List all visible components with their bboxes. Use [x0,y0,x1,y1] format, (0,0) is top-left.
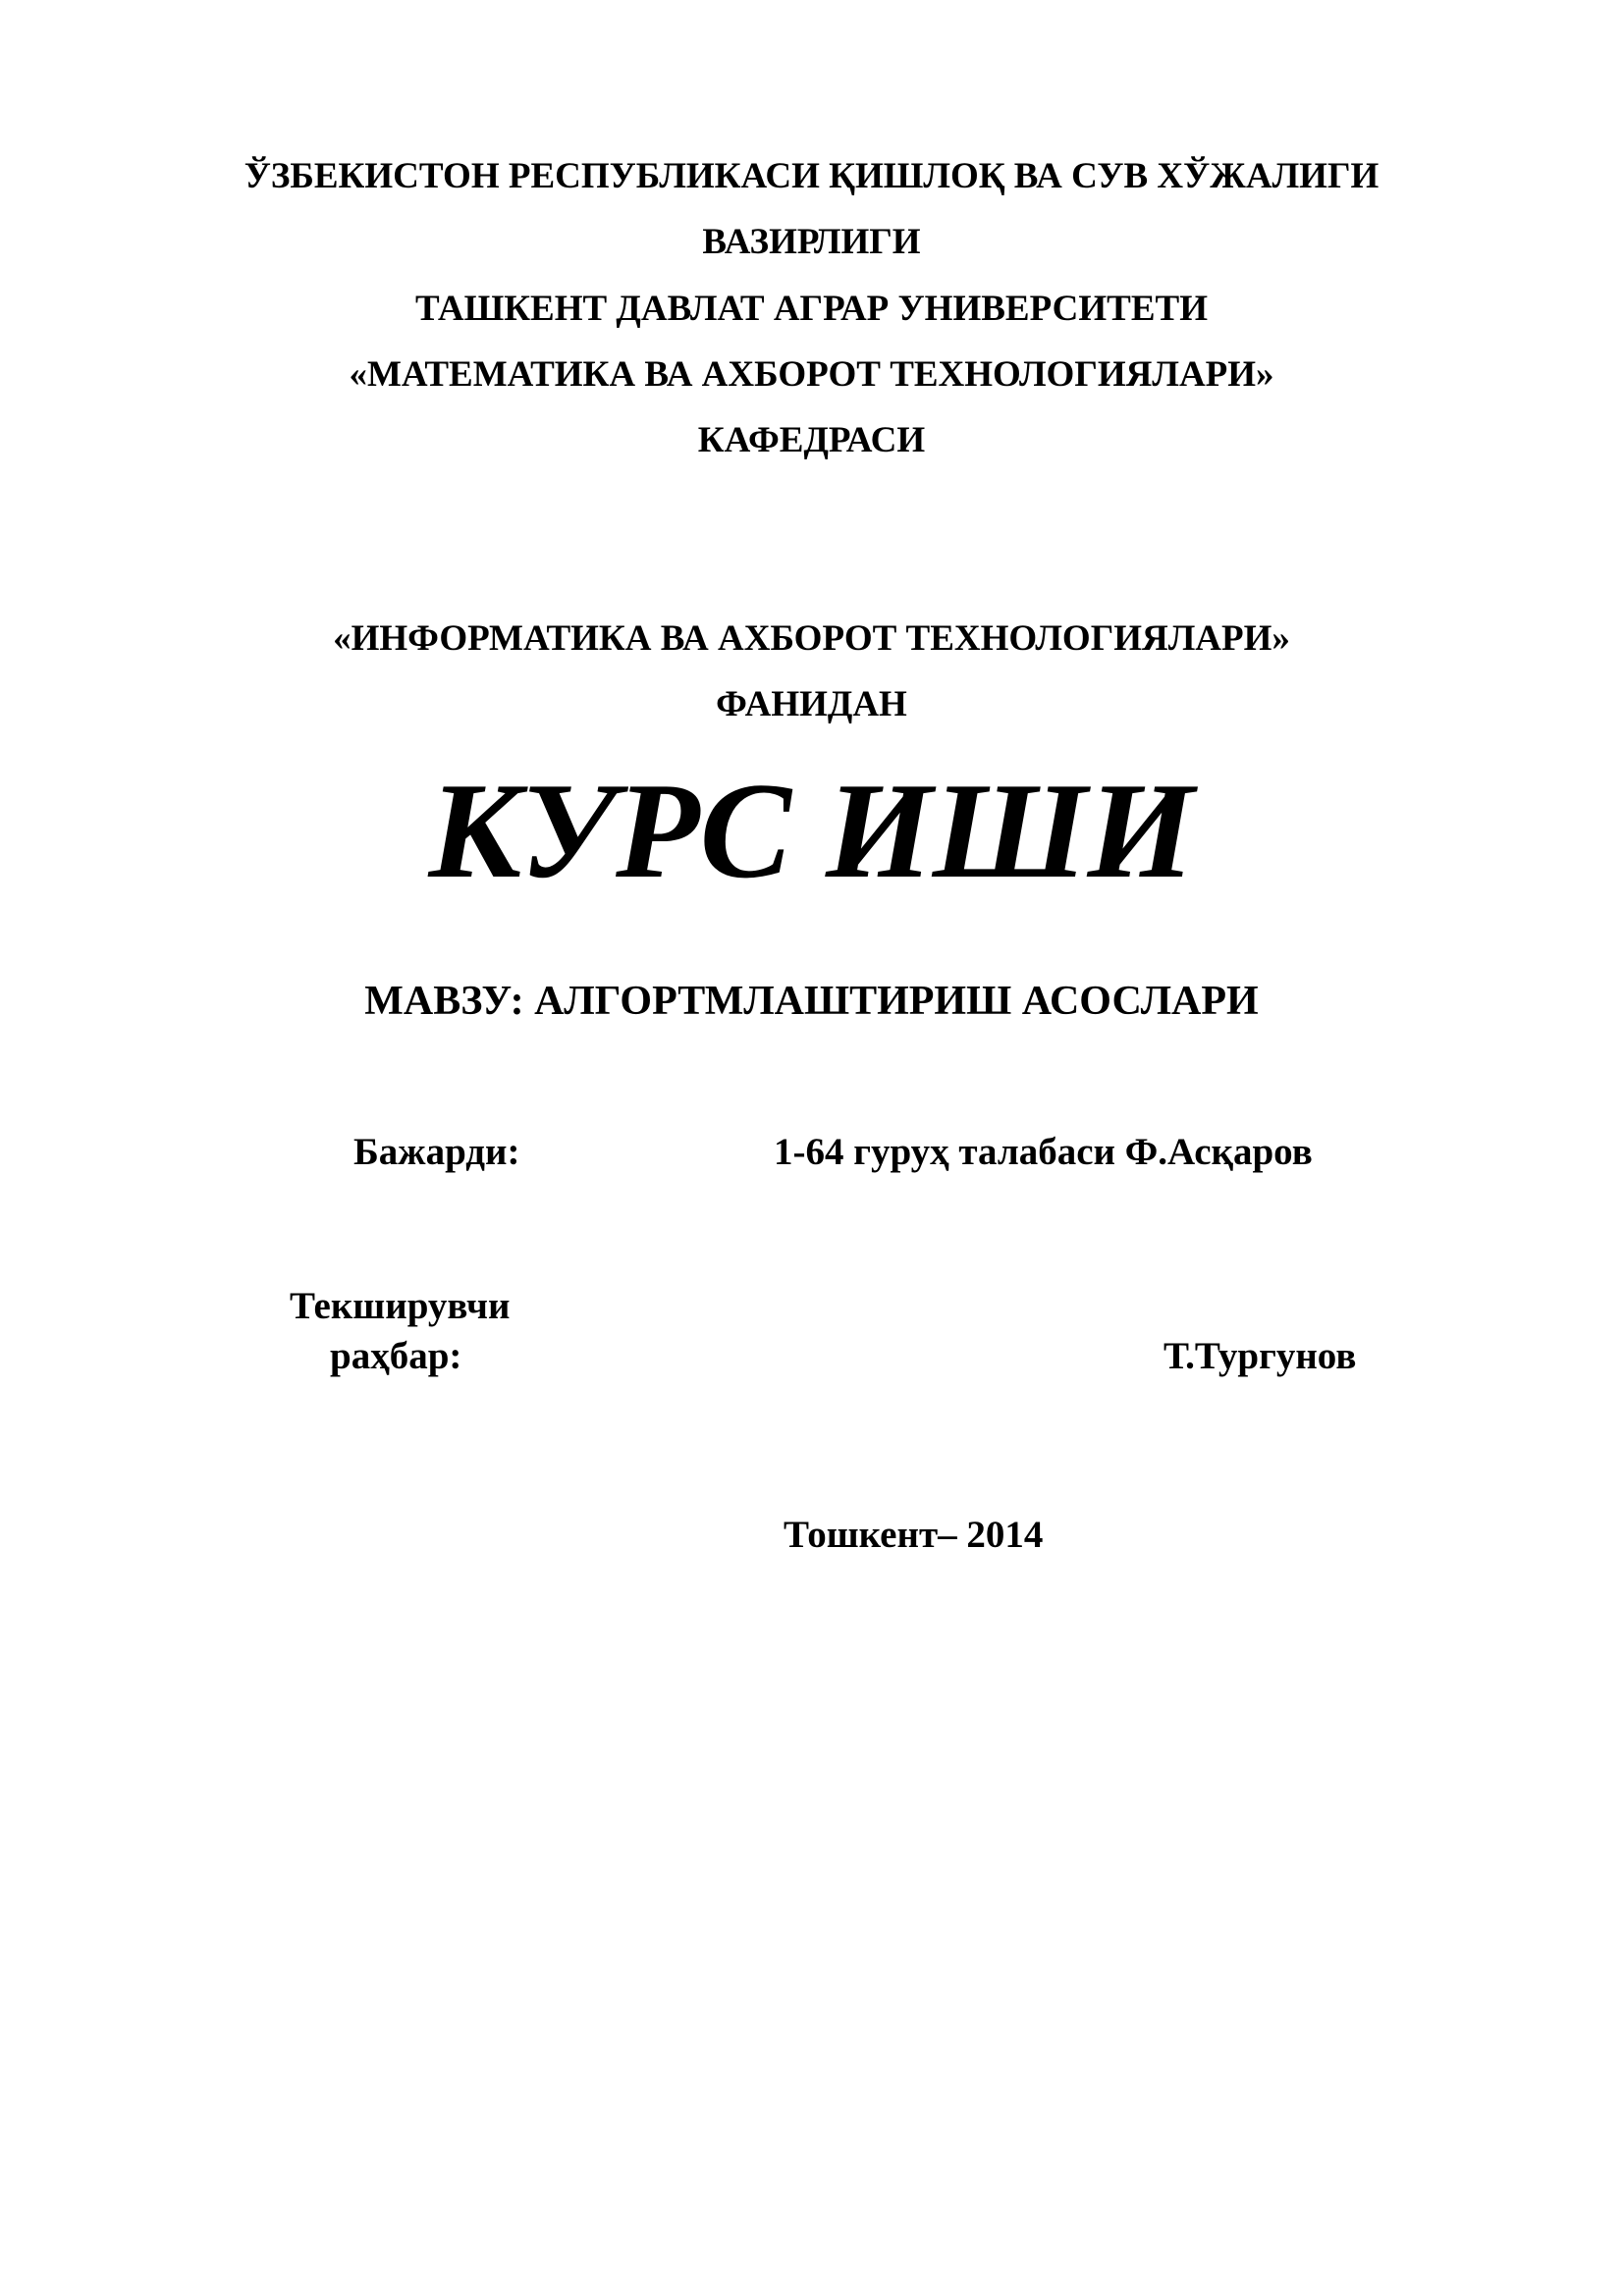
performed-by-label: Бажарди: [353,1131,520,1173]
supervisor-value: Т.Тургунов [1163,1335,1357,1377]
department-line-1: «МАТЕМАТИКА ВА АХБОРОТ ТЕХНОЛОГИЯЛАРИ» [349,354,1274,395]
university-name: ТАШКЕНТ ДАВЛАТ АГРАР УНИВЕРСИТЕТИ [415,289,1208,329]
subject-line-2: ФАНИДАН [716,684,907,724]
performed-by-value: 1-64 гуруҳ талабаси Ф.Асқаров [774,1131,1313,1173]
document-title: КУРС ИШИ [428,755,1195,907]
supervisor-label-line-1: Текширувчи [290,1285,511,1327]
subject-line-1: «ИНФОРМАТИКА ВА АХБОРОТ ТЕХНОЛОГИЯЛАРИ» [333,618,1290,659]
department-line-2: КАФЕДРАСИ [697,420,926,460]
topic-line: МАВЗУ: АЛГОРТМЛАШТИРИШ АСОСЛАРИ [364,979,1259,1024]
ministry-line-2: ВАЗИРЛИГИ [702,222,921,262]
ministry-line-1: ЎЗБЕКИСТОН РЕСПУБЛИКАСИ ҚИШЛОҚ ВА СУВ ХЎЖАЛИГИ [243,156,1380,196]
supervisor-label-line-2: раҳбар: [330,1335,462,1377]
city-year: Тошкент– 2014 [784,1514,1044,1556]
